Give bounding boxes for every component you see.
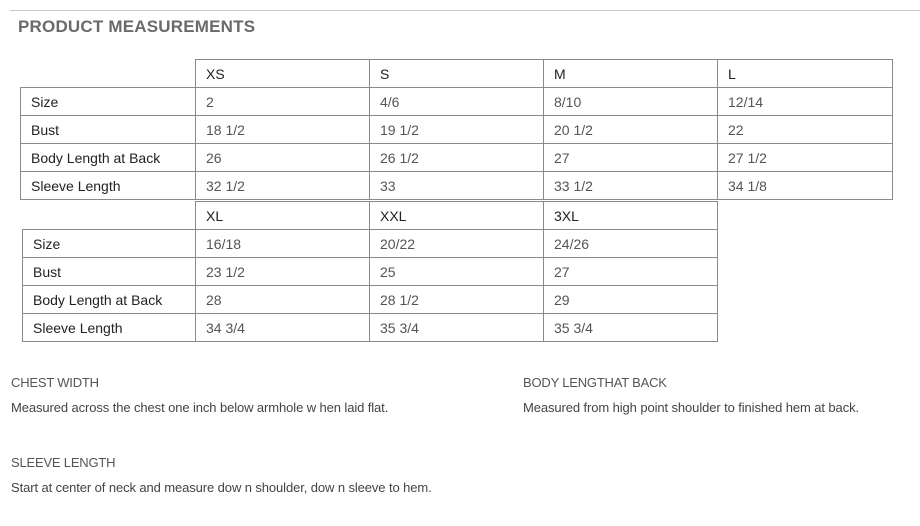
blank-corner xyxy=(21,60,196,88)
table-cell: 18 1/2 xyxy=(196,116,370,144)
table-cell: 32 1/2 xyxy=(196,172,370,200)
row-label: Sleeve Length xyxy=(23,314,196,342)
body-length-text: Measured from high point shoulder to finished hem at back. xyxy=(523,400,860,415)
page-title: PRODUCT MEASUREMENTS xyxy=(18,17,256,36)
table-cell: 28 1/2 xyxy=(370,286,544,314)
table-cell: 29 xyxy=(544,286,718,314)
table-cell: 27 1/2 xyxy=(718,144,893,172)
table-cell: 35 3/4 xyxy=(544,314,718,342)
table-cell: 26 xyxy=(196,144,370,172)
table-cell: 34 3/4 xyxy=(196,314,370,342)
blank-corner xyxy=(23,202,196,230)
chest-width-text: Measured across the chest one inch below armhole w hen laid flat. xyxy=(11,400,389,415)
size-header: 3XL xyxy=(544,202,718,230)
sleeve-length-text: Start at center of neck and measure dow n shoulder, dow n sleeve to hem. xyxy=(11,480,432,495)
table-cell: 19 1/2 xyxy=(370,116,544,144)
measurements-table-2 xyxy=(22,201,718,342)
table-cell: 28 xyxy=(196,286,370,314)
size-header: L xyxy=(718,60,893,88)
size-header: XXL xyxy=(370,202,544,230)
row-label: Size xyxy=(21,88,196,116)
row-label: Body Length at Back xyxy=(21,144,196,172)
table-row xyxy=(23,314,718,342)
table-cell: 20 1/2 xyxy=(544,116,718,144)
table-cell: 22 xyxy=(718,116,893,144)
table-cell: 8/10 xyxy=(544,88,718,116)
top-divider xyxy=(10,10,920,11)
measurements-table-1 xyxy=(20,59,893,200)
table-row xyxy=(21,172,893,200)
row-label: Bust xyxy=(21,116,196,144)
size-header: S xyxy=(370,60,544,88)
table-row xyxy=(21,116,893,144)
table-cell: 27 xyxy=(544,258,718,286)
size-header-row xyxy=(21,60,893,88)
table-cell: 25 xyxy=(370,258,544,286)
row-label: Body Length at Back xyxy=(23,286,196,314)
body-length-heading: BODY LENGTHAT BACK xyxy=(523,375,667,390)
row-label: Bust xyxy=(23,258,196,286)
table-cell: 24/26 xyxy=(544,230,718,258)
table-cell: 16/18 xyxy=(196,230,370,258)
table-cell: 26 1/2 xyxy=(370,144,544,172)
size-header: XS xyxy=(196,60,370,88)
table-cell: 27 xyxy=(544,144,718,172)
table-row xyxy=(21,144,893,172)
table-row xyxy=(23,286,718,314)
table-cell: 23 1/2 xyxy=(196,258,370,286)
table-cell: 2 xyxy=(196,88,370,116)
table-row xyxy=(21,88,893,116)
row-label: Sleeve Length xyxy=(21,172,196,200)
sleeve-length-heading: SLEEVE LENGTH xyxy=(11,455,116,470)
table-cell: 20/22 xyxy=(370,230,544,258)
table-cell: 35 3/4 xyxy=(370,314,544,342)
chest-width-heading: CHEST WIDTH xyxy=(11,375,99,390)
table-cell: 33 xyxy=(370,172,544,200)
table-cell: 34 1/8 xyxy=(718,172,893,200)
table-cell: 33 1/2 xyxy=(544,172,718,200)
table-cell: 4/6 xyxy=(370,88,544,116)
size-header: XL xyxy=(196,202,370,230)
size-header: M xyxy=(544,60,718,88)
row-label: Size xyxy=(23,230,196,258)
size-header-row xyxy=(23,202,718,230)
table-cell: 12/14 xyxy=(718,88,893,116)
table-row xyxy=(23,258,718,286)
table-row xyxy=(23,230,718,258)
